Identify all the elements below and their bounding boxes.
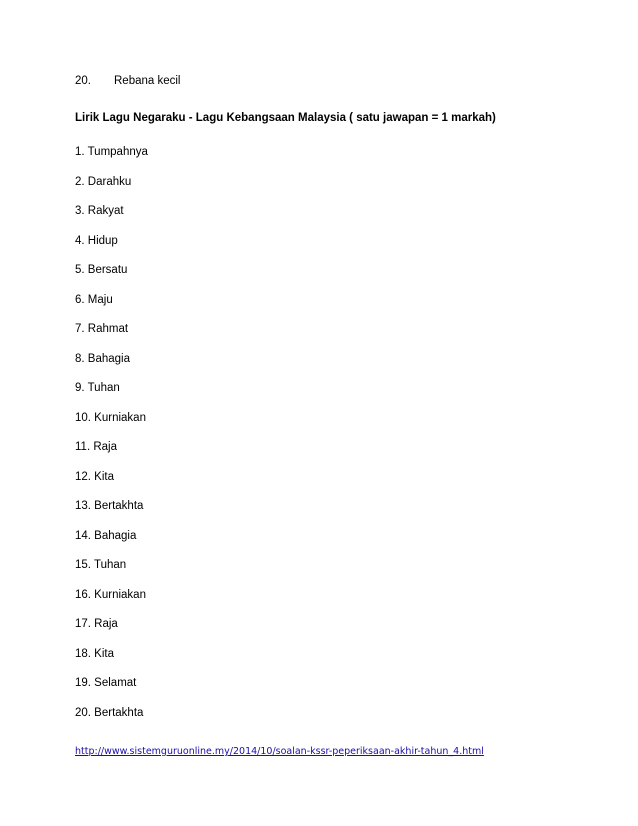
answer-item: 3. Rakyat <box>75 205 124 217</box>
answer-item: 18. Kita <box>75 647 114 660</box>
answer-item: 14. Bahagia <box>75 529 137 542</box>
answer-list <box>75 145 148 735</box>
answer-item: 12. Kita <box>75 470 114 483</box>
question-line <box>75 74 180 88</box>
answer-item: 8. Bahagia <box>75 352 130 365</box>
section-heading: Lirik Lagu Negaraku - Lagu Kebangsaan Malaysia ( satu jawapan = 1 markah) <box>75 112 496 124</box>
answer-item: 17. Raja <box>75 618 118 630</box>
answer-item: 2. Darahku <box>75 175 132 188</box>
answer-item: 5. Bersatu <box>75 264 128 276</box>
source-link[interactable]: http://www.sistemguruonline.my/2014/10/soalan-kssr-peperiksaan-akhir-tahun_4.html <box>75 746 484 757</box>
answer-item: 7. Rahmat <box>75 323 129 335</box>
answer-item: 6. Maju <box>75 293 113 306</box>
answer-item: 4. Hidup <box>75 234 118 247</box>
answer-item: 13. Bertakhta <box>75 500 144 512</box>
answer-item: 15. Tuhan <box>75 559 127 571</box>
answer-item: 9. Tuhan <box>75 382 120 394</box>
answer-item: 20. Bertakhta <box>75 706 144 719</box>
question-number: 20. <box>75 75 91 87</box>
answer-item: 11. Raja <box>75 441 117 453</box>
answer-item: 19. Selamat <box>75 677 137 689</box>
answer-item: 16. Kurniakan <box>75 588 146 601</box>
answer-item: 10. Kurniakan <box>75 411 146 424</box>
question-text: Rebana kecil <box>114 75 181 87</box>
answer-item: 1. Tumpahnya <box>75 146 148 158</box>
